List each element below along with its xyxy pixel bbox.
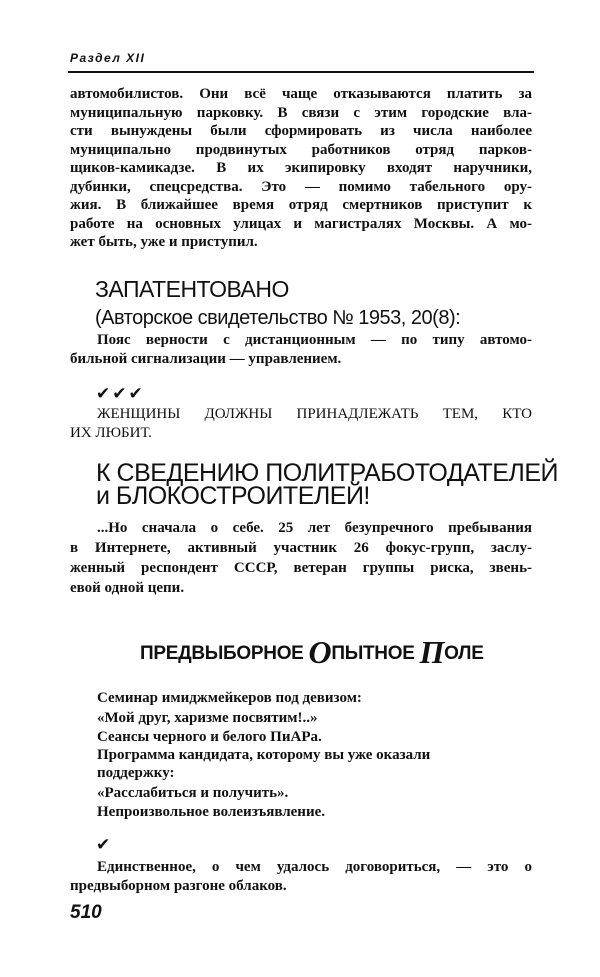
- list-item: Программа кандидата, которому вы уже оказали: [97, 747, 431, 763]
- heading-patented: ЗАПАТЕНТОВАНО: [95, 276, 289, 302]
- list-item: Сеансы черного и белого ПиАРа.: [97, 729, 322, 745]
- text-line: работе на основных улицах и магистралях Москвы. А мо-: [70, 215, 532, 232]
- check-icon: ✔: [96, 835, 113, 855]
- text-line: жет быть, уже и приступил.: [70, 234, 258, 250]
- text-line: предвыборном разгоне облаков.: [70, 878, 287, 894]
- list-item: «Мой друг, харизме посвятим!..»: [97, 710, 318, 726]
- heading-employers-line2: и БЛОКОСТРОИТЕЛЕЙ!: [96, 482, 370, 510]
- text-line: бильной сигнализации — управлением.: [70, 350, 342, 367]
- list-item: Непроизвольное волеизъявление.: [97, 804, 325, 820]
- title-stylized-letter: О: [308, 634, 332, 670]
- text-line: Единственное, о чем удалось договориться, — это о: [97, 859, 532, 875]
- text-line: дубинки, спецсредства. Это — помимо табельного ору-: [70, 178, 532, 195]
- text-line: муниципальную парковку. В связи с этим городские вла-: [70, 104, 532, 121]
- patent-subtitle: (Авторское свидетельство № 1953, 20(8):: [95, 307, 461, 329]
- text-line: автомобилистов. Они всё чаще отказываются платить за: [70, 86, 532, 102]
- paragraph-patent: [70, 331, 532, 368]
- triple-check-icon: ✔✔✔: [96, 384, 145, 404]
- paragraph-women: [70, 405, 532, 443]
- text-line: жия. В ближайшее время отряд смертников приступит к: [70, 197, 532, 213]
- heading-employers: [96, 459, 558, 510]
- text-line: евой одной цепи.: [70, 580, 185, 596]
- text-line: женный респондент СССР, ветеран группы риска, звень-: [70, 560, 532, 576]
- text-line: ИХ ЛЮБИТ.: [70, 425, 152, 441]
- text-line: Пояс верности с дистанционным — по типу автомо-: [97, 332, 532, 348]
- paragraph-parking: [70, 85, 532, 252]
- text-line: ЖЕНЩИНЫ ДОЛЖНЫ ПРИНАДЛЕЖАТЬ ТЕМ, КТО: [97, 406, 532, 422]
- text-line: сти вынуждены были сформировать из числа наиболее: [70, 123, 532, 139]
- paragraph-final: [70, 858, 532, 896]
- list-item: Семинар имиджмейкеров под девизом:: [97, 690, 362, 706]
- heading-election-field: [140, 634, 484, 670]
- title-part: ПЫТНОЕ: [331, 643, 420, 664]
- page-number: 510: [70, 902, 102, 923]
- list-item: поддержку:: [97, 765, 175, 781]
- text-line: в Интернете, активный участник 26 фокус-групп, заслу-: [70, 540, 532, 556]
- heading-employers-line1: К СВЕДЕНИЮ ПОЛИТРАБОТОДАТЕЛЕЙ: [96, 459, 558, 487]
- paragraph-employers: [70, 518, 532, 598]
- list-item: «Расслабиться и получить».: [97, 785, 289, 801]
- text-line: муниципально продвинутых работников отряд парков-: [70, 141, 532, 158]
- title-stylized-letter: П: [419, 634, 445, 670]
- text-line: щиков-камикадзе. В их экипировку входят наручники,: [70, 160, 532, 176]
- title-part: ПРЕДВЫБОРНОЕ: [140, 643, 309, 664]
- title-part: ОЛЕ: [444, 643, 484, 664]
- section-header: Раздел XII: [70, 51, 146, 65]
- text-line: ...Но сначала о себе. 25 лет безупречного пребывания: [97, 520, 532, 536]
- header-rule: [68, 71, 534, 73]
